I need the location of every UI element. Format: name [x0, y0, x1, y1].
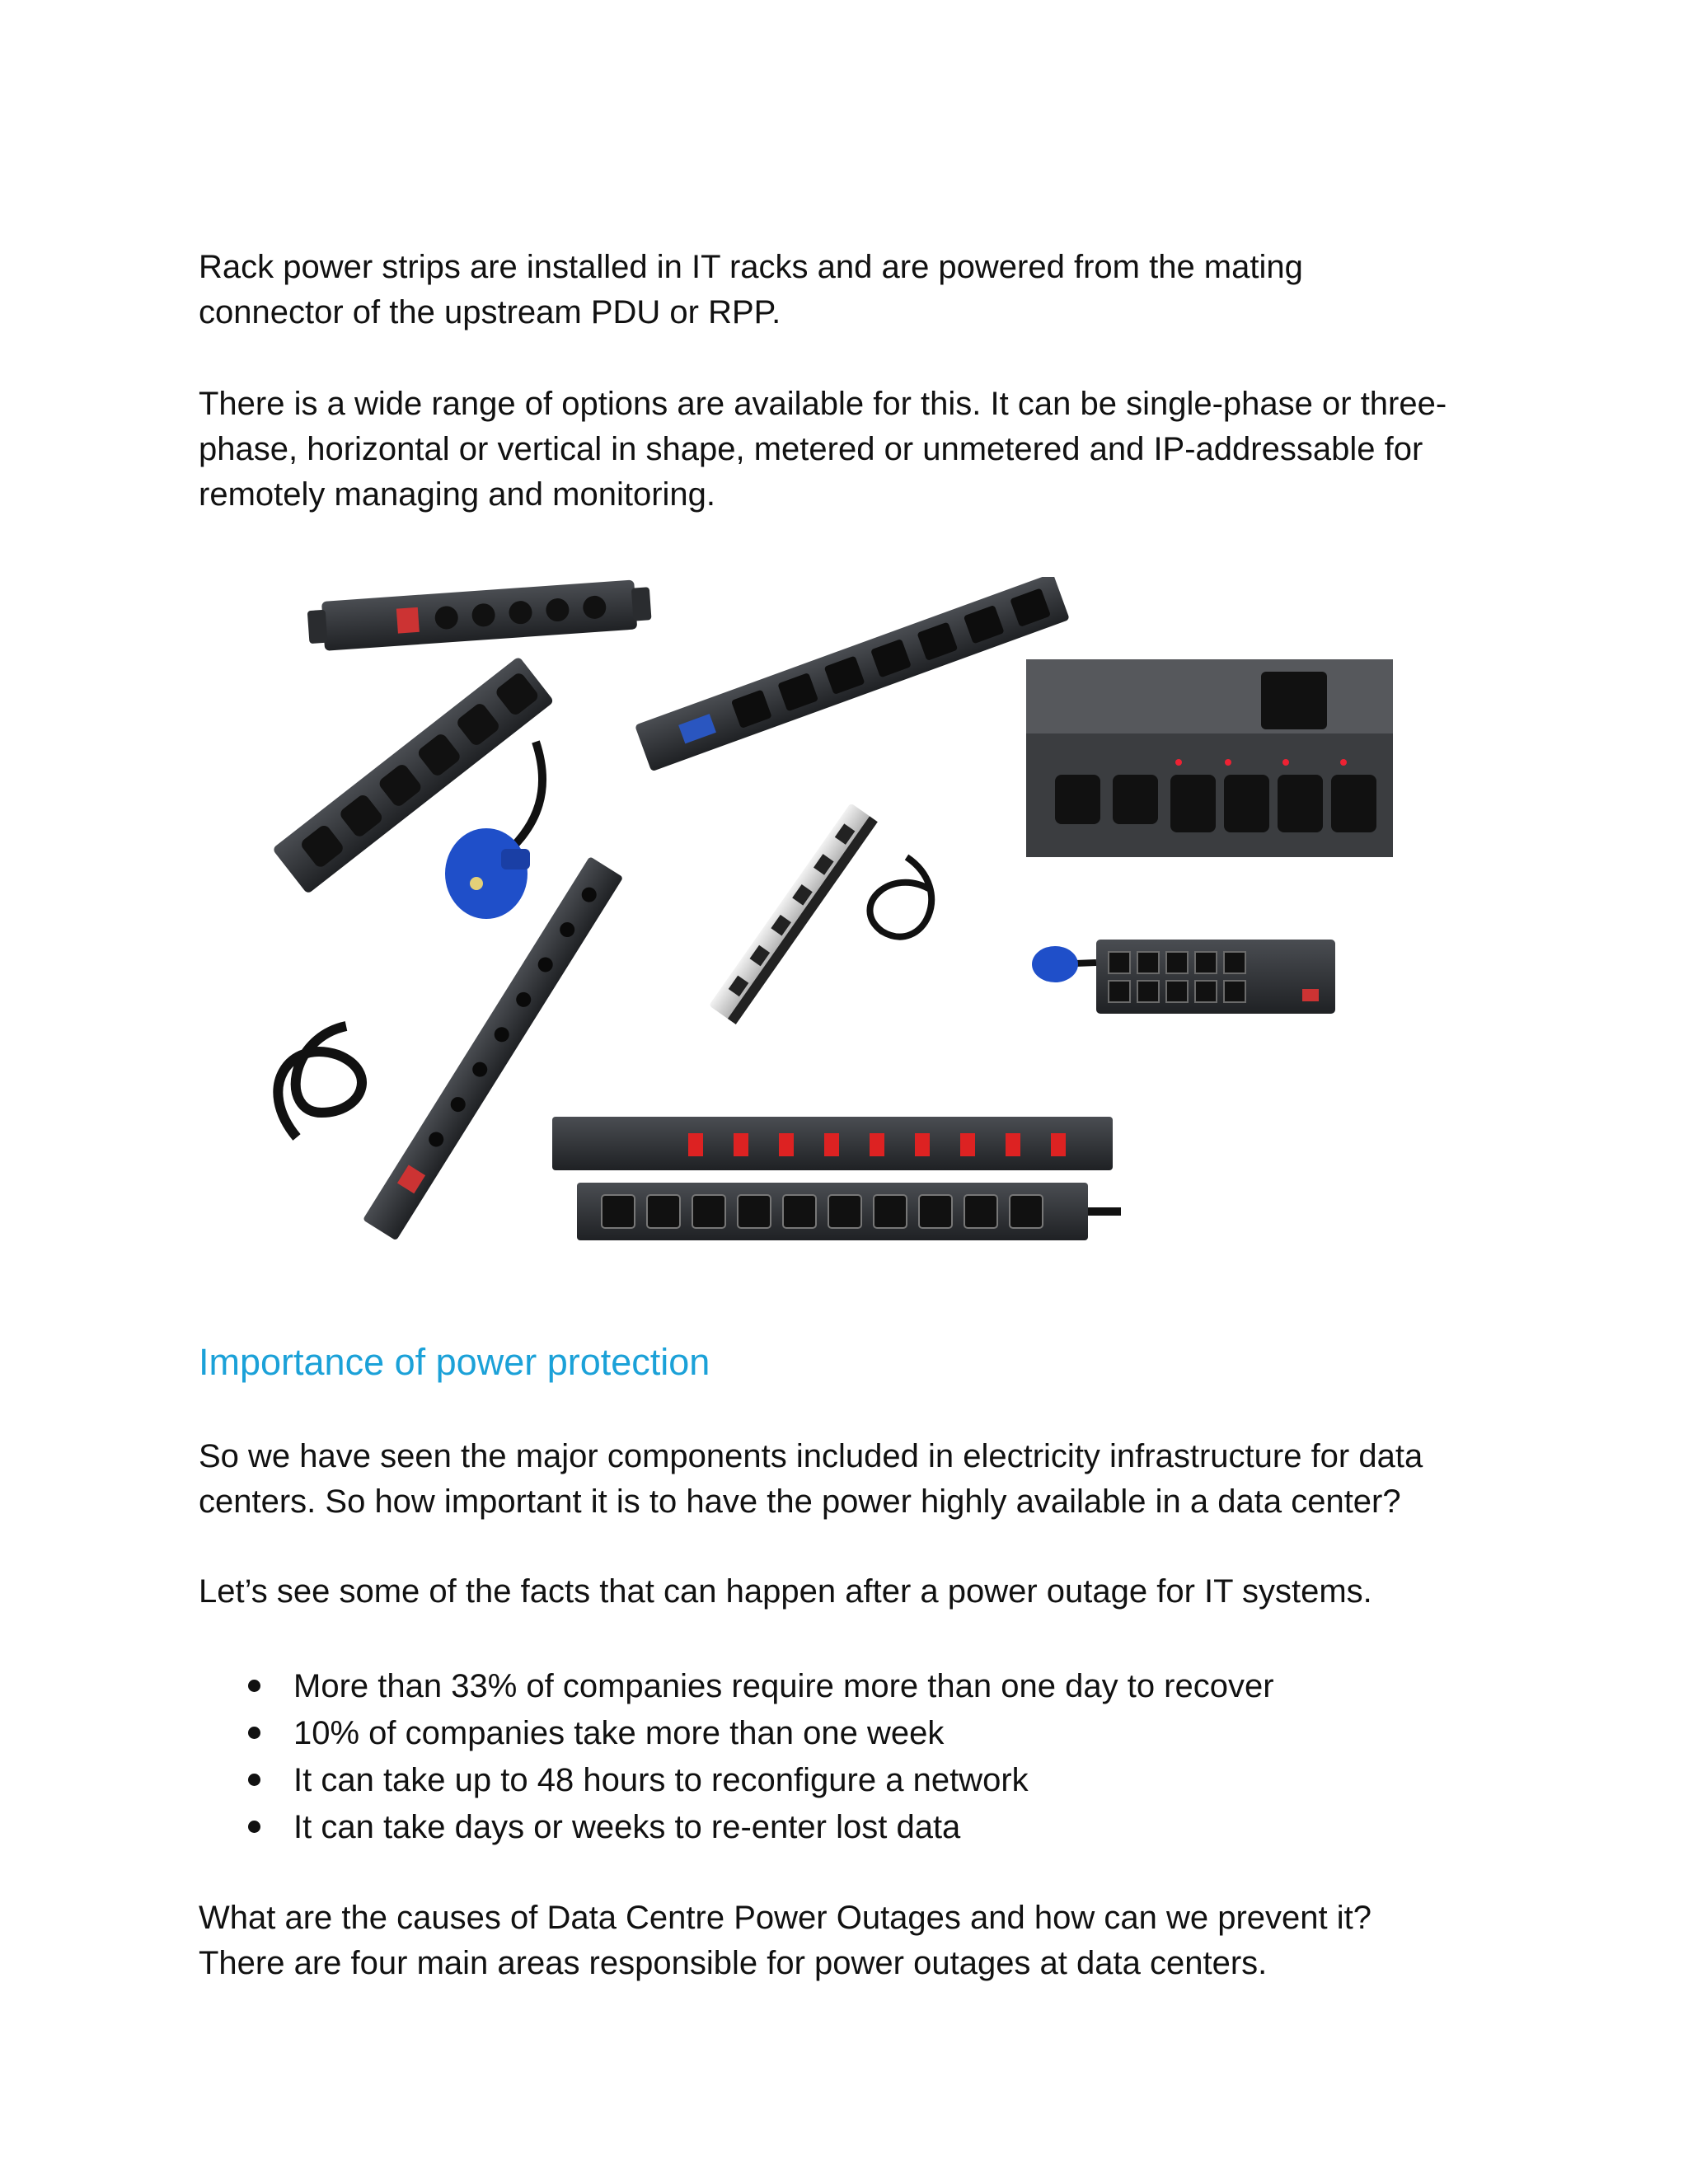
- pdu-strip-small: [307, 579, 652, 652]
- pdu-strip-silver: [709, 803, 878, 1024]
- paragraph-rack-power-strips: Rack power strips are installed in IT racks and are powered from the mating connector of the upstream PDU or RPP.: [199, 249, 1303, 330]
- bullet-icon: [248, 1774, 260, 1786]
- section-heading: Importance of power protection: [199, 1341, 710, 1383]
- list-item: It can take up to 48 hours to reconfigure a network: [199, 1757, 1274, 1804]
- paragraph-causes: What are the causes of Data Centre Power Outages and how can we prevent it? There are four main areas responsible for power outages at data centers.: [199, 1900, 1372, 1981]
- coiled-cord-right: [870, 857, 931, 937]
- rack-power-strips-photo: [239, 577, 1409, 1269]
- list-item: 10% of companies take more than one week: [199, 1710, 1274, 1757]
- pdu-2u-metered: [1032, 940, 1335, 1014]
- bullet-icon: [248, 1727, 260, 1739]
- pdu-strip-long: [635, 577, 1070, 771]
- pdu-rack-closeup-photo: [1026, 659, 1393, 857]
- paragraph-facts-intro: Let’s see some of the facts that can happen after a power outage for IT systems.: [199, 1573, 1372, 1610]
- bullet-icon: [248, 1680, 260, 1692]
- list-item: More than 33% of companies require more than one day to recover: [199, 1663, 1274, 1710]
- paragraph-major-components: So we have seen the major components included in electricity infrastructure for data centers. So how important it is to have the power highly available in a data center?: [199, 1438, 1423, 1520]
- paragraph-options: There is a wide range of options are available for this. It can be single-phase or three-phase, horizontal or vertical in shape, metered or unmetered and IP-addressable for remotely managing and monitoring.: [199, 386, 1447, 513]
- bullet-icon: [248, 1821, 260, 1833]
- list-item: It can take days or weeks to re-enter lost data: [199, 1804, 1274, 1851]
- pdu-switched-rack: [552, 1117, 1121, 1240]
- coiled-cord-left: [278, 1026, 362, 1137]
- facts-bullet-list: [199, 1663, 1274, 1851]
